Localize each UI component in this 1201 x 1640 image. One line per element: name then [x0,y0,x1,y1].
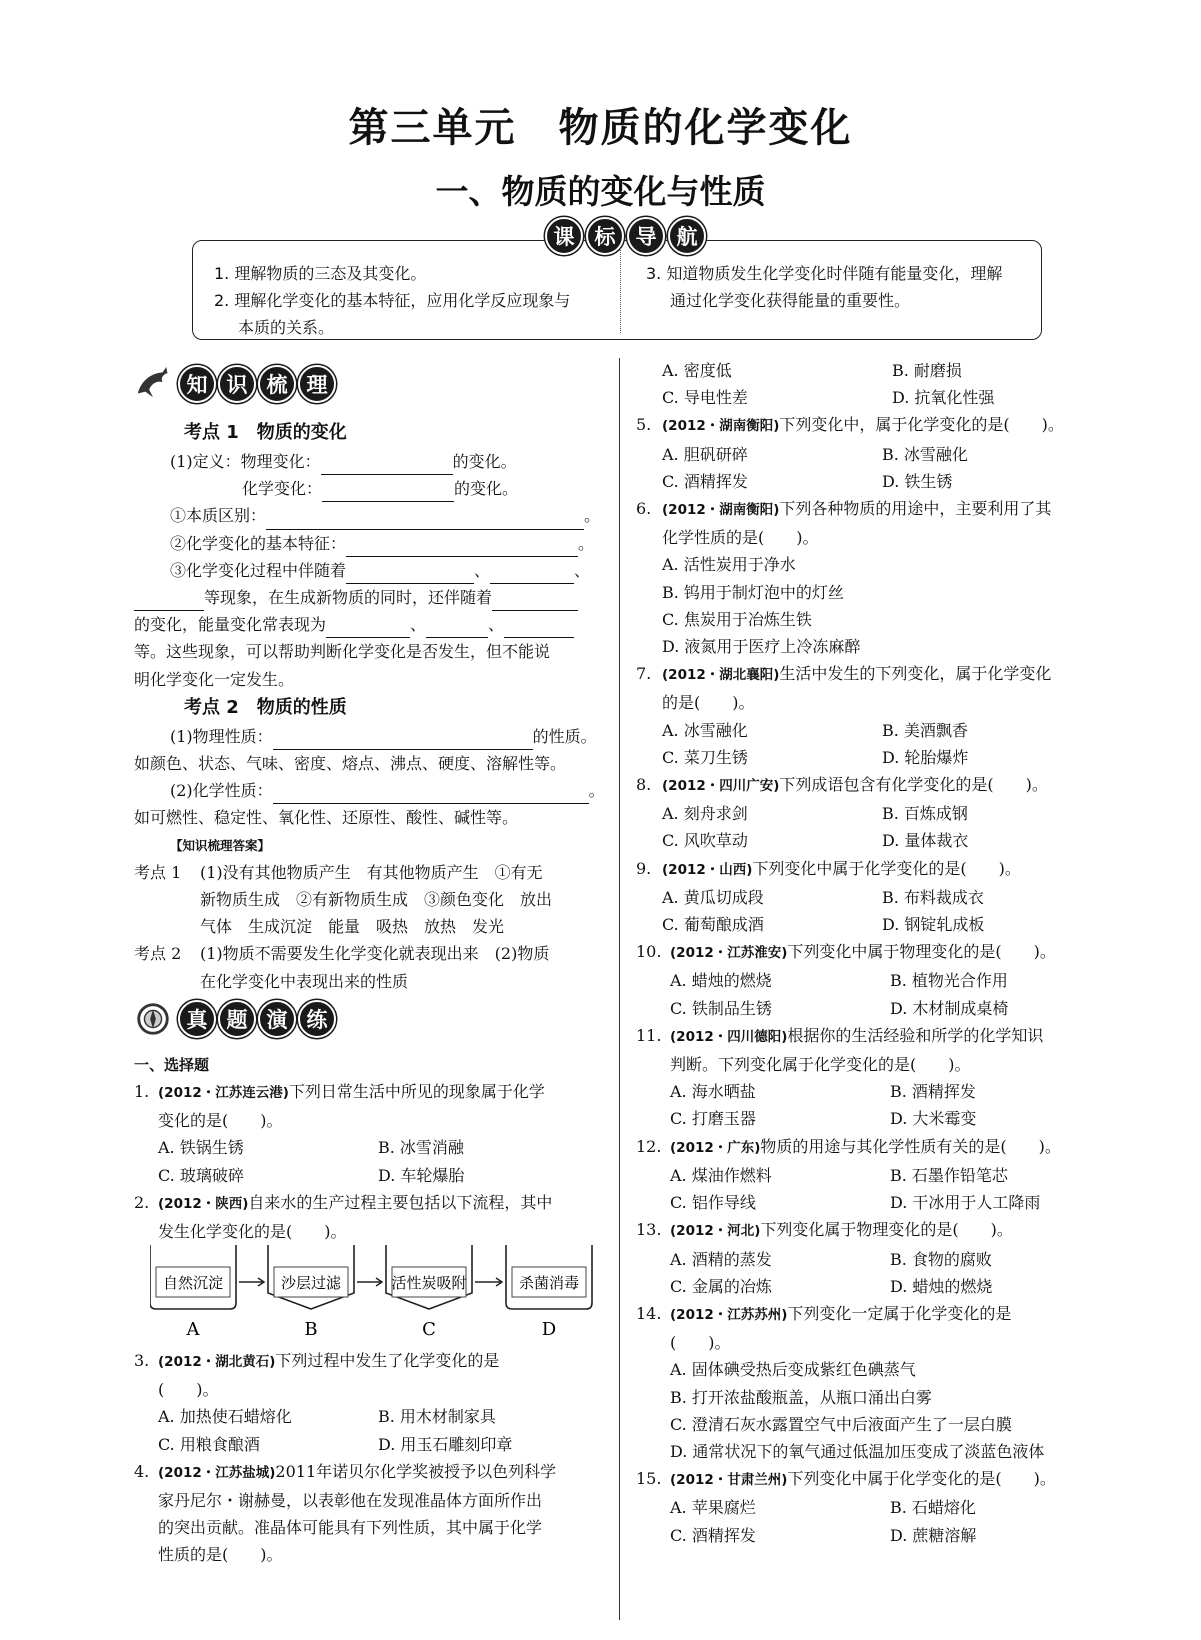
question-number: 1. [134,1082,150,1101]
option-row [636,1273,1106,1300]
option: D. 轮胎爆炸 [882,747,969,767]
practice-char: 真 [178,1000,216,1038]
option: D. 用玉石雕刻印章 [378,1434,513,1454]
nav-badge-char: 航 [668,217,706,255]
option-row [636,384,1106,411]
comma: 、 [488,615,505,635]
questions-right [636,357,1106,1549]
question-source: (2012・江苏连云港) [158,1085,289,1101]
option-row [636,717,1106,744]
ans1-label: 考点 1 [134,862,182,882]
nav-item: 本质的关系。 [238,318,335,337]
option-row [636,468,1106,495]
option: D. 大米霉变 [890,1109,977,1129]
option-row [134,1431,604,1458]
question-text: ( )。 [158,1380,219,1400]
l2-text: ②化学变化的基本特征： [170,533,347,553]
question-text: 下列成语包含有化学变化的是( )。 [779,775,1048,795]
option: A. 黄瓜切成段 [662,887,764,907]
dolphin-icon [134,365,172,403]
question-text: 根据你的生活经验和所学的化学知识 [787,1025,1044,1045]
option-row [636,1356,1106,1383]
part-title: 一、选择题 [134,1056,210,1074]
column-divider [619,358,620,1620]
option: A. 煤油作燃料 [670,1165,772,1185]
question-source: (2012・河北) [670,1223,761,1240]
option: D. 钢锭轧成板 [882,915,985,935]
question-text: 生活中发生的下列变化，属于化学变化 [779,664,1052,684]
l5-text: 的变化，能量变化常表现为 [134,615,327,635]
option: D. 车轮爆胎 [378,1165,465,1185]
l6-line: 等。这些现象，可以帮助判断化学变化是否发生，但不能说 [134,642,551,662]
question-text: ( )。 [670,1333,731,1353]
question-source: (2012・江苏苏州) [670,1306,788,1323]
l3-line [134,557,604,584]
question-number: 14. [636,1303,662,1323]
ans2-label: 考点 2 [134,944,182,964]
option-row [134,1403,604,1430]
question-text: 发生化学变化的是( )。 [158,1222,347,1242]
l2-line [134,530,604,557]
option: C. 菜刀生锈 [662,747,748,767]
option: B. 耐磨损 [892,361,962,380]
option: A. 固体碘受热后变成紫红色碘蒸气 [670,1360,916,1380]
blank [134,592,204,611]
section-title: 一、物质的变化与性质 [435,172,766,211]
question-source: (2012・湖北襄阳) [662,667,780,684]
option: B. 植物光合作用 [890,971,1008,991]
option: C. 用粮食酿酒 [158,1434,260,1454]
p2-line: 如颜色、状态、气味、密度、熔点、沸点、硬度、溶解性等。 [134,754,567,774]
option-row [636,884,1106,911]
option: B. 美酒飘香 [882,720,968,740]
period: 。 [578,533,595,553]
def-tail: 的变化。 [452,452,517,471]
question-text: 下列变化中，属于化学变化的是( )。 [779,415,1064,435]
practice-char: 演 [258,1000,296,1038]
chem-tail: 的变化。 [454,479,519,499]
option-row [636,995,1106,1022]
p4-line: 如可燃性、稳定性、氧化性、还原性、酸性、碱性等。 [134,808,519,828]
question-stem [134,1078,604,1107]
blank [492,592,578,611]
nav-item: 2. 理解化学变化的基本特征，应用化学反应现象与 [214,291,571,310]
period: 。 [584,506,601,526]
option: D. 蜡烛的燃烧 [890,1276,993,1296]
p1-tail: 的性质。 [532,726,597,746]
option: A. 加热使石蜡熔化 [158,1407,292,1427]
option: D. 木材制成桌椅 [890,998,1009,1018]
question-source: (2012・江苏淮安) [670,945,788,962]
ans1-line: 新物质生成 ②有新物质生成 ③颜色变化 放出 [200,890,553,910]
blank [273,785,589,804]
blank [273,731,533,750]
blank [321,456,453,475]
option-row [636,800,1106,827]
blank [326,619,410,638]
question-text: 2011年诺贝尔化学奖被授予以色列科学 [275,1461,557,1481]
comma: 、 [474,560,491,580]
p1-text: (1)物理性质： [170,726,273,746]
questions-left-lower [134,1347,604,1569]
question-number: 13. [636,1220,662,1240]
l7-line: 明化学变化一定发生。 [134,669,295,689]
nav-item: 通过化学变化获得能量的重要性。 [670,291,911,310]
option: D. 液氮用于医疗上冷冻麻醉 [662,637,861,657]
def-label: (1)定义：物理变化： [170,452,321,471]
nav-divider [620,248,621,333]
option: C. 金属的冶炼 [670,1276,772,1296]
chem-line [134,475,604,502]
option: C. 酒精挥发 [670,1525,756,1545]
question-stem [636,411,1106,440]
question-text: 判断。下列变化属于化学变化的是( )。 [670,1055,971,1075]
question-text: 下列变化中属于物理变化的是( )。 [787,942,1056,962]
blank [426,619,488,638]
question-source: (2012・四川德阳) [670,1028,788,1045]
flow-step-letter: A [186,1319,200,1340]
question-text: 下列变化一定属于化学变化的是 [787,1303,1012,1323]
question-number: 12. [636,1136,662,1156]
question-stem [636,771,1106,800]
option-row [636,967,1106,994]
question-text: 物质的用途与其化学性质有关的是( )。 [760,1136,1061,1156]
blank [490,565,574,584]
blank [346,538,578,557]
option-row [636,551,1106,578]
ans1-line [134,859,604,886]
option: A. 密度低 [662,361,732,380]
option-row [636,1246,1106,1273]
option: C. 铁制品生锈 [670,998,772,1018]
option-row [636,744,1106,771]
option: D. 量体裁衣 [882,831,969,851]
question-stem [134,1347,604,1376]
option: D. 蔗糖溶解 [890,1525,977,1545]
l5-line [134,611,604,638]
option-row [636,606,1106,633]
option: D. 通常状况下的氧气通过低温加压变成了淡蓝色液体 [670,1441,1045,1461]
option-row [636,357,1106,384]
option: B. 食物的腐败 [890,1249,992,1269]
question-number: 4. [134,1461,150,1481]
flow-step-letter: B [304,1319,318,1340]
ans2-line: 在化学变化中表现出来的性质 [200,971,409,991]
blank [266,511,584,530]
question-text: 下列变化属于物理变化的是( )。 [760,1220,1013,1240]
option: A. 苹果腐烂 [670,1498,756,1518]
option: A. 刻舟求剑 [662,804,748,824]
question-text: 的是( )。 [662,693,755,713]
option: A. 胆矾研碎 [662,444,748,464]
flow-step-label: 活性炭吸附 [391,1274,467,1292]
flow-arrow [239,1278,264,1286]
option-row [636,1078,1106,1105]
flow-step-letter: C [422,1319,436,1340]
nav-badge-char: 标 [586,217,624,255]
option: C. 焦炭用于冶炼生铁 [662,609,812,629]
question-source: (2012・湖南衡阳) [662,418,780,435]
option: C. 导电性差 [662,388,748,408]
knowledge-char: 知 [178,365,216,403]
option: B. 布料裁成衣 [882,887,984,907]
question-stem [636,1300,1106,1329]
option-row [636,1162,1106,1189]
question-number: 10. [636,942,662,962]
question-source: (2012・广东) [670,1139,761,1156]
l3-text: ③化学变化过程中伴随着 [170,560,347,580]
option: B. 打开浓盐酸瓶盖，从瓶口涌出白雾 [670,1387,932,1407]
practice-char: 题 [218,1000,256,1038]
question-source: (2012・湖南衡阳) [662,502,780,519]
option: A. 冰雪融化 [662,720,748,740]
option: D. 铁生锈 [882,471,953,491]
nav-badge-char: 课 [545,217,583,255]
question-stem [134,1458,604,1487]
question-number: 2. [134,1192,150,1212]
water-treatment-flow [150,1245,610,1345]
knowledge-char: 梳 [258,365,296,403]
question-number: 8. [636,775,652,795]
question-stem [636,855,1106,884]
option: C. 澄清石灰水露置空气中后液面产生了一层白膜 [670,1414,1012,1434]
question-stem [636,1216,1106,1245]
answer-title: 【知识梳理答案】 [170,837,271,853]
option-row [636,1384,1106,1411]
question-text: 家丹尼尔・谢赫曼，以表彰他在发现准晶体方面所作出 [158,1491,543,1511]
question-text: 化学性质的是( )。 [662,528,819,548]
option: A. 铁锅生锈 [158,1138,244,1158]
option: B. 冰雪消融 [378,1138,464,1158]
option: A. 海水晒盐 [670,1082,756,1102]
l4-text: 等现象，在生成新物质的同时，还伴随着 [204,588,493,608]
kp2-title: 考点 2 物质的性质 [184,696,347,718]
option-row [636,1105,1106,1132]
option-row [134,1134,604,1161]
practice-char: 练 [298,1000,336,1038]
chem-label: 化学变化： [242,479,323,499]
question-text: 自来水的生产过程主要包括以下流程，其中 [248,1192,553,1212]
question-source: (2012・山西) [662,861,753,878]
questions-left [134,1078,604,1245]
option-row [636,911,1106,938]
question-text: 变化的是( )。 [158,1111,283,1131]
question-source: (2012・甘肃兰州) [670,1472,788,1489]
practice-heading [134,1000,336,1038]
flow-arrow [475,1278,502,1286]
question-number: 11. [636,1025,662,1045]
question-number: 6. [636,499,652,519]
option: A. 蜡烛的燃烧 [670,971,772,991]
option: B. 石墨作铅笔芯 [890,1165,1008,1185]
option-row [636,441,1106,468]
option: B. 用木材制家具 [378,1407,496,1427]
option: C. 打磨玉器 [670,1109,756,1129]
l1-text: ①本质区别： [170,506,267,526]
question-source: (2012・陕西) [158,1195,249,1212]
option-row [636,1522,1106,1549]
question-number: 9. [636,858,652,878]
question-stem [636,1022,1106,1051]
flow-arrow [357,1278,382,1286]
option-row [134,1162,604,1189]
knowledge-char: 理 [298,365,336,403]
question-stem [636,1133,1106,1162]
question-source: (2012・四川广安) [662,778,780,795]
kp1-title: 考点 1 物质的变化 [184,422,347,443]
question-text: 下列变化中属于化学变化的是( )。 [752,858,1021,878]
p3-text: (2)化学性质： [170,781,273,801]
compass-icon [134,1000,172,1038]
l4-line [134,584,604,611]
question-text: 下列变化中属于化学变化的是( )。 [787,1469,1056,1489]
comma: 、 [410,615,427,635]
flow-step-label: 自然沉淀 [162,1274,224,1292]
period: 。 [588,781,605,801]
option: B. 冰雪融化 [882,444,968,464]
ans1-text: (1)没有其他物质产生 有其他物质产生 ①有无 [200,862,543,882]
question-source: (2012・江苏盐城) [158,1464,276,1481]
option-row [636,1189,1106,1216]
question-text: 下列日常生活中所见的现象属于化学 [288,1082,545,1101]
option-row [636,579,1106,606]
ans2-line [134,940,604,967]
option-row [636,1411,1106,1438]
option: A. 酒精的蒸发 [670,1249,772,1269]
question-number: 15. [636,1469,662,1489]
question-text: 的突出贡献。准晶体可能具有下列性质，其中属于化学 [158,1518,543,1538]
nav-item: 3. 知道物质发生化学变化时伴随有能量变化，理解 [646,264,1003,283]
ans2-text: (1)物质不需要发生化学变化就表现出来 (2)物质 [200,944,550,964]
question-stem [636,495,1106,524]
question-text: 下列过程中发生了化学变化的是 [275,1351,500,1370]
option: B. 酒精挥发 [890,1082,976,1102]
nav-badge [545,217,706,255]
flow-step-label: 杀菌消毒 [518,1274,580,1292]
option: B. 百炼成钢 [882,804,968,824]
option: C. 葡萄酿成酒 [662,915,764,935]
flow-step-label: 沙层过滤 [280,1274,342,1292]
p3-line [134,777,604,804]
l1-line [134,502,604,529]
question-stem [636,938,1106,967]
option: C. 铝作导线 [670,1193,756,1213]
question-number: 5. [636,415,652,435]
nav-item: 1. 理解物质的三态及其变化。 [214,264,427,283]
question-stem [636,1465,1106,1494]
option: D. 干冰用于人工降雨 [890,1193,1041,1213]
option: A. 活性炭用于净水 [662,555,796,575]
blank [346,565,474,584]
knowledge-heading [134,365,336,403]
question-number: 3. [134,1351,150,1370]
ans1-line: 气体 生成沉淀 能量 吸热 放热 发光 [200,917,505,937]
blank [322,483,454,502]
question-text: 性质的是( )。 [158,1545,283,1565]
p1-line [134,723,604,750]
question-source: (2012・湖北黄石) [158,1354,276,1370]
nav-left [214,260,570,341]
comma: 、 [574,560,591,580]
nav-badge-char: 导 [627,217,665,255]
option: D. 抗氧化性强 [892,388,995,408]
option-row [636,827,1106,854]
knowledge-char: 识 [218,365,256,403]
blank [504,619,574,638]
question-number: 7. [636,664,652,684]
option: C. 酒精挥发 [662,471,748,491]
option: B. 石蜡熔化 [890,1498,976,1518]
unit-title: 第三单元 物质的化学变化 [348,105,853,151]
knowledge-content [134,418,604,995]
option-row [636,633,1106,660]
question-stem [636,660,1106,689]
question-stem [134,1189,604,1218]
option: C. 风吹草动 [662,831,748,851]
option: C. 玻璃破碎 [158,1165,244,1185]
def-line [134,448,604,475]
option-row [636,1494,1106,1521]
option: B. 钨用于制灯泡中的灯丝 [662,582,844,602]
option-row [636,1438,1106,1465]
flow-step-letter: D [541,1319,557,1340]
question-text: 下列各种物质的用途中，主要利用了其 [779,499,1052,519]
nav-right [646,260,1002,314]
